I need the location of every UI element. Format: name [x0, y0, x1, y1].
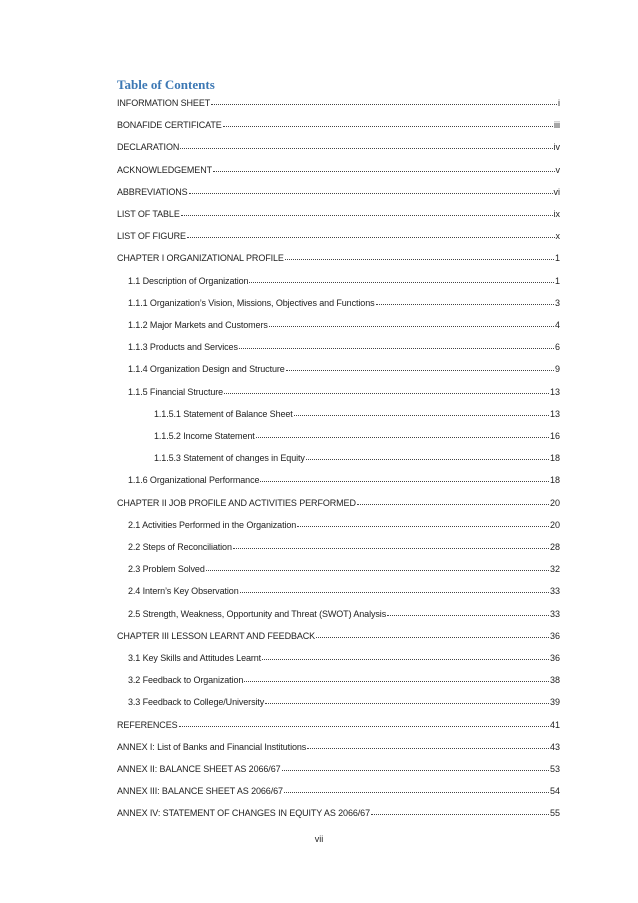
toc-entry-page: vi [553, 186, 560, 197]
toc-entry-label: 2.1 Activities Performed in the Organization [128, 519, 297, 530]
toc-entry[interactable] [128, 650, 560, 666]
toc-entry-label: 1.1.5.2 Income Statement [154, 431, 255, 441]
dot-leader [189, 192, 553, 194]
dot-leader [265, 702, 549, 704]
dot-leader [285, 258, 554, 260]
toc-entry-page: 18 [549, 475, 560, 486]
toc-entry[interactable] [154, 406, 560, 422]
toc-entry-page: 36 [549, 653, 560, 663]
dot-leader [376, 303, 554, 305]
toc-entry-page: 9 [554, 364, 560, 375]
dot-leader [240, 591, 549, 593]
toc-entry[interactable] [117, 495, 560, 511]
toc-entry-label: ANNEX I: List of Banks and Financial Institutions [117, 741, 307, 752]
toc-entry-page: 43 [549, 741, 560, 752]
dot-leader [387, 614, 549, 616]
toc-entry-label: 2.4 Intern’s Key Observation [128, 586, 239, 597]
toc-entry-page: 33 [549, 608, 560, 619]
toc-entry-label: BONAFIDE CERTIFICATE [117, 120, 222, 131]
toc-entry-page: i [558, 98, 560, 108]
toc-entry-label: LIST OF TABLE [117, 209, 180, 219]
toc-entry-label: ACKNOWLEDGEMENT [117, 164, 213, 175]
toc-entry-label: ABBREVIATIONS [117, 186, 188, 197]
toc-entry-page: 13 [549, 386, 560, 397]
toc-entry-page: 18 [549, 453, 560, 464]
toc-entry-page: 16 [549, 431, 560, 441]
toc-entry-label: ANNEX III: BALANCE SHEET AS 2066/67 [117, 786, 283, 797]
dot-leader [249, 281, 554, 283]
toc-entry[interactable] [117, 228, 560, 244]
toc-entry-label: REFERENCES [117, 719, 178, 730]
toc-entry[interactable] [117, 184, 560, 200]
toc-entry[interactable] [128, 339, 560, 355]
dot-leader [224, 392, 549, 394]
toc-entry-label: INFORMATION SHEET [117, 98, 211, 108]
toc-entry[interactable] [117, 139, 560, 155]
toc-entry-page: v [555, 164, 560, 175]
toc-entry-page: ix [553, 209, 560, 219]
toc-entry[interactable] [117, 739, 560, 755]
toc-entry[interactable] [117, 717, 560, 733]
toc-entry-label: 1.1.3 Products and Services [128, 342, 238, 353]
toc-entry-label: 1.1.5.1 Statement of Balance Sheet [154, 408, 293, 419]
toc-entry-page: 55 [549, 808, 560, 819]
toc-entry[interactable] [128, 583, 560, 599]
dot-leader [269, 325, 554, 327]
toc-entry-page: 6 [554, 342, 560, 353]
toc-entry-label: 3.2 Feedback to Organization [128, 675, 244, 686]
toc-entry-label: 3.3 Feedback to College/University [128, 697, 265, 708]
toc-entry[interactable] [128, 384, 560, 400]
dot-leader [179, 725, 549, 727]
toc-entry-page: 54 [549, 786, 560, 797]
toc-entry-page: 13 [549, 408, 560, 419]
toc-entry-page: 4 [554, 320, 560, 330]
dot-leader [286, 369, 554, 371]
toc-entry[interactable] [128, 317, 560, 333]
toc-entry-label: 1.1.5 Financial Structure [128, 386, 224, 397]
toc-entry[interactable] [117, 95, 560, 111]
toc-entry[interactable] [128, 361, 560, 377]
toc-entry[interactable] [128, 606, 560, 622]
toc-entry-label: LIST OF FIGURE [117, 231, 186, 242]
dot-leader [187, 236, 555, 238]
toc-entry-label: ANNEX II: BALANCE SHEET AS 2066/67 [117, 764, 281, 774]
dot-leader [180, 147, 552, 149]
toc-entry[interactable] [128, 517, 560, 533]
toc-entry-label: 1.1.2 Major Markets and Customers [128, 320, 268, 330]
toc-entry-label: 1.1.5.3 Statement of changes in Equity [154, 453, 305, 464]
toc-entry-page: 28 [549, 542, 560, 552]
toc-entry[interactable] [128, 694, 560, 710]
toc-entry[interactable] [154, 428, 560, 444]
toc-entry-label: 1.1 Description of Organization [128, 275, 249, 286]
toc-entry-page: 38 [549, 675, 560, 686]
toc-entry-page: 36 [549, 630, 560, 641]
toc-entry[interactable] [128, 472, 560, 488]
dot-leader [371, 813, 549, 815]
dot-leader [213, 170, 554, 172]
toc-entry-page: 3 [554, 297, 560, 308]
toc-entry-label: 2.3 Problem Solved [128, 564, 205, 575]
dot-leader [260, 480, 549, 482]
toc-entry-page: 1 [554, 253, 560, 264]
toc-entry[interactable] [117, 117, 560, 133]
toc-entry-label: 1.1.6 Organizational Performance [128, 475, 260, 486]
toc-entry-page: iv [553, 142, 560, 153]
toc-entry-page: 20 [549, 497, 560, 508]
toc-entry[interactable] [117, 250, 560, 266]
dot-leader [239, 347, 554, 349]
dot-leader [233, 547, 549, 549]
dot-leader [223, 125, 553, 127]
toc-entry[interactable] [128, 295, 560, 311]
dot-leader [211, 103, 557, 105]
toc-entry-page: 39 [549, 697, 560, 708]
page-number: vii [314, 834, 324, 844]
dot-leader [282, 769, 549, 771]
toc-entry[interactable] [117, 206, 560, 222]
toc-entry-page: 32 [549, 564, 560, 575]
toc-entry-page: 20 [549, 519, 560, 530]
dot-leader [244, 680, 549, 682]
toc-entry-page: 53 [549, 764, 560, 774]
dot-leader [262, 658, 549, 660]
toc-entry-label: 1.1.4 Organization Design and Structure [128, 364, 285, 375]
dot-leader [256, 436, 549, 438]
toc-entry-page: 33 [549, 586, 560, 597]
toc-entry-label: DECLARATION [117, 142, 180, 153]
toc-entry-label: CHAPTER III LESSON LEARNT AND FEEDBACK [117, 630, 316, 641]
dot-leader [297, 525, 549, 527]
dot-leader [294, 414, 549, 416]
toc-entry-page: iii [554, 120, 560, 131]
toc-entry[interactable] [117, 162, 560, 178]
toc-entry[interactable] [117, 761, 560, 777]
toc-entry[interactable] [128, 539, 560, 555]
toc-entry-label: 1.1.1 Organization’s Vision, Missions, Objectives and Functions [128, 297, 375, 308]
toc-entry-label: 3.1 Key Skills and Attitudes Learnt [128, 653, 262, 663]
toc-entry[interactable] [117, 805, 560, 821]
toc-entry-label: CHAPTER II JOB PROFILE AND ACTIVITIES PERFORMED [117, 497, 356, 508]
dot-leader [357, 503, 549, 505]
toc-entry-label: ANNEX IV: STATEMENT OF CHANGES IN EQUITY AS 2066/67 [117, 808, 370, 819]
toc-entry-label: 2.2 Steps of Reconciliation [128, 542, 232, 552]
toc-entry[interactable] [117, 628, 560, 644]
dot-leader [307, 747, 549, 749]
dot-leader [284, 791, 549, 793]
dot-leader [206, 569, 549, 571]
toc-heading: Table of Contents [117, 77, 215, 92]
toc-entry[interactable] [128, 561, 560, 577]
toc-entry-page: x [555, 231, 560, 242]
toc-entry[interactable] [128, 273, 560, 289]
toc-entry[interactable] [154, 450, 560, 466]
toc-entry-label: 2.5 Strength, Weakness, Opportunity and Threat (SWOT) Analysis [128, 608, 387, 619]
dot-leader [316, 636, 549, 638]
toc-entry-page: 41 [549, 719, 560, 730]
toc-entry[interactable] [128, 672, 560, 688]
dot-leader [181, 214, 553, 216]
toc-entry[interactable] [117, 783, 560, 799]
dot-leader [306, 458, 549, 460]
toc-entry-page: 1 [554, 275, 560, 286]
toc-entry-label: CHAPTER I ORGANIZATIONAL PROFILE [117, 253, 284, 264]
